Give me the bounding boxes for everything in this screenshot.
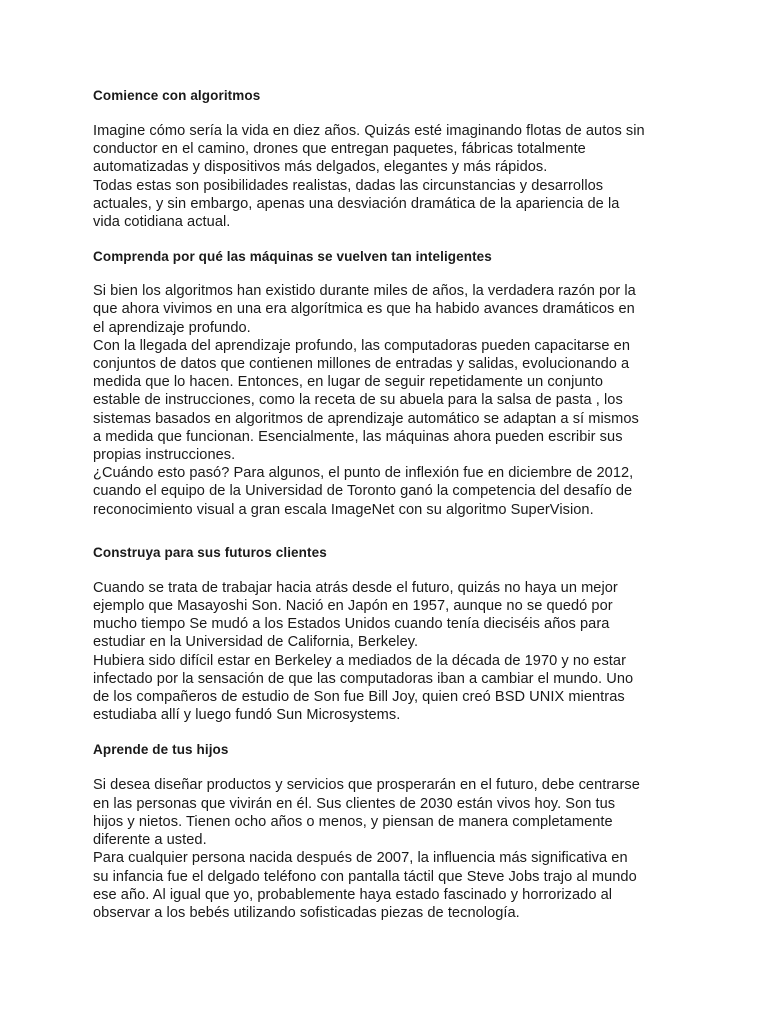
text-line: cuando el equipo de la Universidad de Toronto ganó la competencia del desafío de xyxy=(93,483,633,500)
text-line: conjuntos de datos que contienen millones de entradas y salidas, evolucionando a xyxy=(93,356,630,373)
text-line: en las personas que vivirán en él. Sus clientes de 2030 están vivos hoy. Son tus xyxy=(93,795,616,812)
section-heading: Construya para sus futuros clientes xyxy=(93,544,327,560)
text-line: Hubiera sido difícil estar en Berkeley a mediados de la década de 1970 y no estar xyxy=(93,652,626,669)
text-line: hijos y nietos. Tienen ocho años o menos, y piensan de manera completamente xyxy=(93,813,613,830)
text-line: actuales, y sin embargo, apenas una desviación dramática de la apariencia de la xyxy=(93,195,620,212)
text-line: observar a los bebés utilizando sofisticadas piezas de tecnología. xyxy=(93,904,520,921)
paragraph xyxy=(93,122,683,177)
paragraph xyxy=(93,652,683,725)
paragraph xyxy=(93,282,683,337)
paragraph xyxy=(93,464,683,519)
text-line: estable de instrucciones, como la receta de su abuela para la salsa de pasta , los xyxy=(93,392,623,409)
text-line: su infancia fue el delgado teléfono con pantalla táctil que Steve Jobs trajo al mundo xyxy=(93,868,637,885)
text-line: Todas estas son posibilidades realistas, dadas las circunstancias y desarrollos xyxy=(93,177,604,194)
text-line: automatizadas y dispositivos más delgados, elegantes y más rápidos. xyxy=(93,159,548,176)
text-line: mucho tiempo Se mudó a los Estados Unidos cuando tenía dieciséis años para xyxy=(93,616,610,633)
section-heading: Aprende de tus hijos xyxy=(93,742,229,758)
text-line: a medida que funcionan. Esencialmente, las máquinas ahora pueden escribir sus xyxy=(93,428,623,445)
paragraph xyxy=(93,776,683,849)
text-line: estudiaba allí y luego fundó Sun Microsystems. xyxy=(93,707,401,724)
text-line: propias instrucciones. xyxy=(93,447,236,464)
text-line: infectado por la sensación de que las computadoras iban a cambiar el mundo. Uno xyxy=(93,670,634,687)
text-line: vida cotidiana actual. xyxy=(93,214,231,231)
text-line: que ahora vivimos en una era algorítmica es que ha habido avances dramáticos en xyxy=(93,301,635,318)
text-line: sistemas basados en algoritmos de aprendizaje automático se adaptan a sí mismos xyxy=(93,410,639,427)
section-body xyxy=(93,776,683,922)
paragraph xyxy=(93,849,683,922)
section-body xyxy=(93,282,683,519)
text-line: Imagine cómo sería la vida en diez años. Quizás esté imaginando flotas de autos sin xyxy=(93,123,645,139)
text-line: el aprendizaje profundo. xyxy=(93,319,251,336)
text-line: Si bien los algoritmos han existido durante miles de años, la verdadera razón por la xyxy=(93,283,636,300)
text-line: Para cualquier persona nacida después de 2007, la influencia más significativa en xyxy=(93,850,628,867)
text-line: estudiar en la Universidad de California, Berkeley. xyxy=(93,634,419,651)
text-line: reconocimiento visual a gran escala ImageNet con su algoritmo SuperVision. xyxy=(93,501,594,518)
section-body xyxy=(93,579,683,725)
text-line: ¿Cuándo esto pasó? Para algunos, el punto de inflexión fue en diciembre de 2012, xyxy=(93,465,634,482)
paragraph xyxy=(93,177,683,232)
section-heading: Comience con algoritmos xyxy=(93,88,261,103)
text-line: medida que lo hacen. Entonces, en lugar de seguir repetidamente un conjunto xyxy=(93,374,604,391)
document-body xyxy=(93,86,683,922)
section-heading: Comprenda por qué las máquinas se vuelven tan inteligentes xyxy=(93,249,492,265)
text-line: de los compañeros de estudio de Son fue Bill Joy, quien creó BSD UNIX mientras xyxy=(93,689,625,706)
text-line: ese año. Al igual que yo, probablemente haya estado fascinado y horrorizado al xyxy=(93,886,613,903)
paragraph xyxy=(93,579,683,652)
paragraph xyxy=(93,337,683,464)
section-body xyxy=(93,122,683,231)
text-line: conductor en el camino, drones que entregan paquetes, fábricas totalmente xyxy=(93,141,586,158)
text-line: Con la llegada del aprendizaje profundo, las computadoras pueden capacitarse en xyxy=(93,337,630,354)
text-line: diferente a usted. xyxy=(93,832,207,849)
text-line: Cuando se trata de trabajar hacia atrás desde el futuro, quizás no haya un mejor xyxy=(93,579,618,596)
text-line: ejemplo que Masayoshi Son. Nació en Japón en 1957, aunque no se quedó por xyxy=(93,598,613,615)
text-line: Si desea diseñar productos y servicios que prosperarán en el futuro, debe centrarse xyxy=(93,777,640,794)
